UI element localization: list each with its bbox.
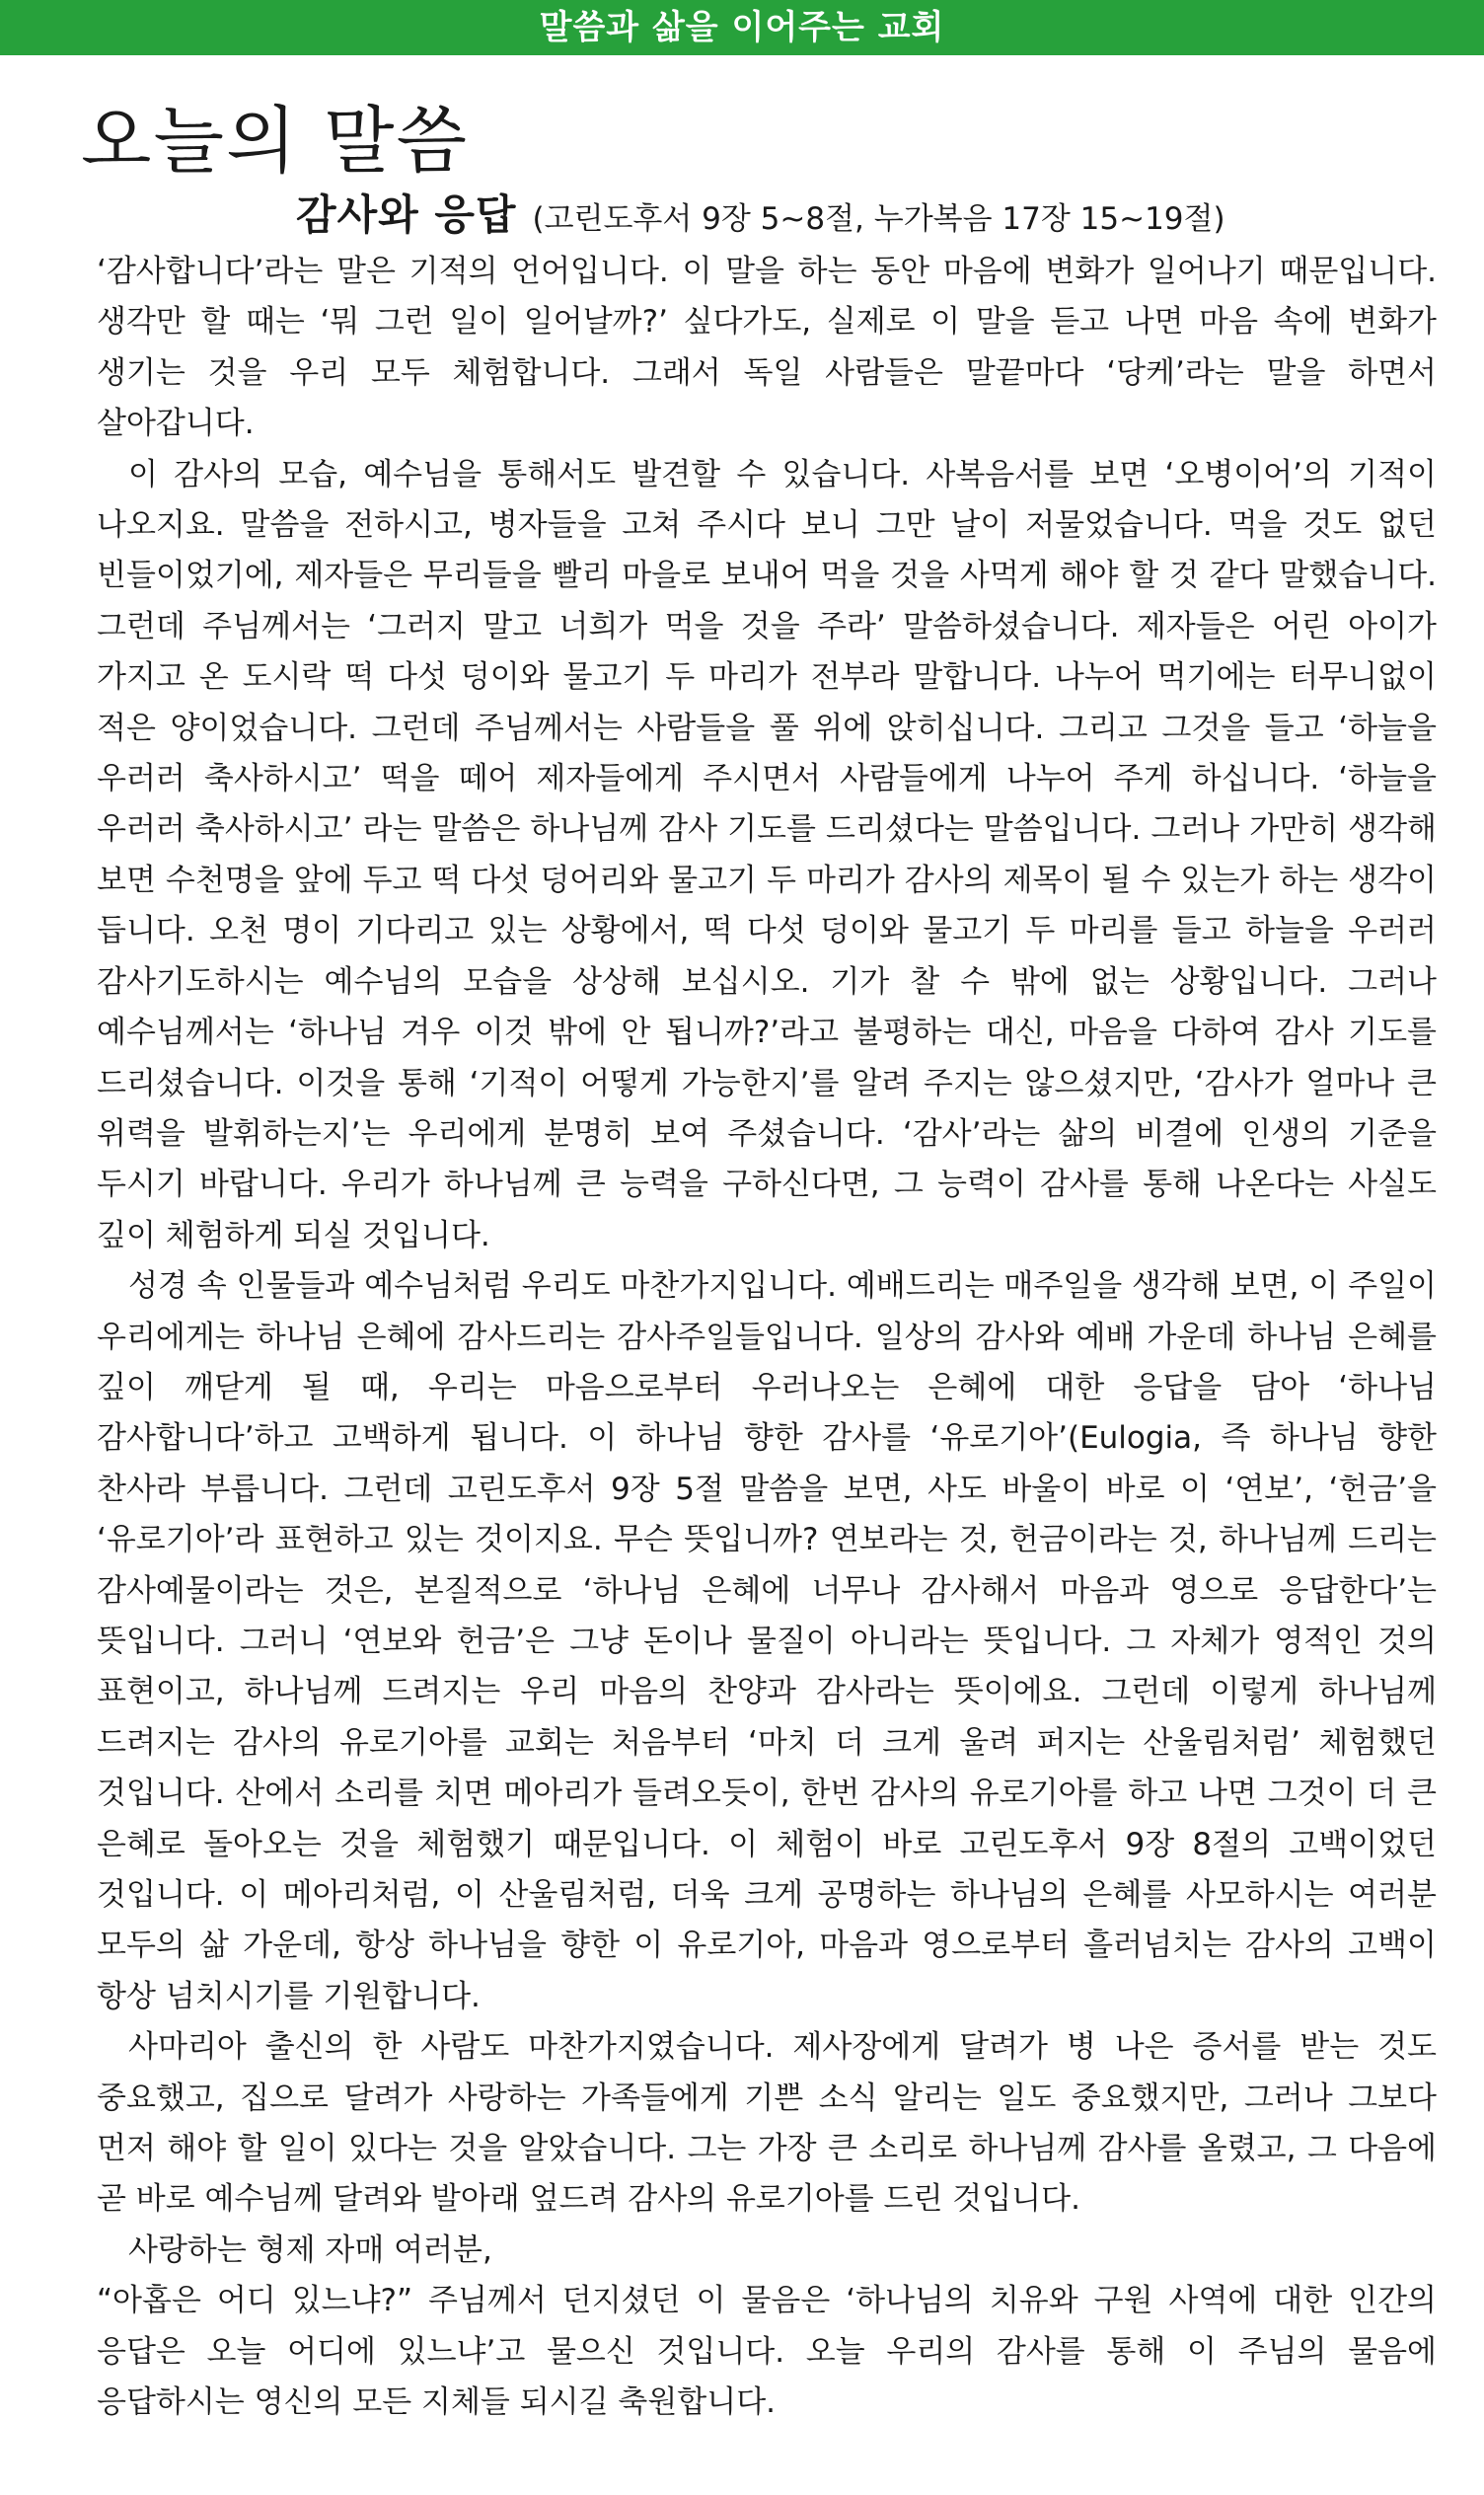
church-slogan: 말씀과 삶을 이어주는 교회 (539, 8, 945, 47)
page-title: 오늘의 말씀 (81, 99, 469, 184)
sermon-paragraph-6: “아홉은 어디 있느냐?” 주님께서 던지셨던 이 물음은 ‘하나님의 치유와 구원 사역에 대한 인간의 응답은 오늘 어디에 있느냐’고 물으신 것입니다. 오늘 우리의 감사를 통해 이 주님의 물음에 응답하시는 영신의 모든 지체들 되시길 축원합니다. (97, 2283, 1437, 2421)
sermon-paragraph-2: 이 감사의 모습, 예수님을 통해서도 발견할 수 있습니다. 사복음서를 보면 ‘오병이어’의 기적이 나오지요. 말씀을 전하시고, 병자들을 고쳐 주시다 보니 그만 날이 저물었습니다. 먹을 것도 없던 빈들이었기에, 제자들은 무리들을 빨리 마을로 보내어 먹을 것을 사먹게 해야 할 것 같다 말했습니다. 그런데 주님께서는 ‘그러지 말고 너희가 먹을 것을 주라’ 말씀하셨습니다. 제자들은 어린 아이가 가지고 온 도시락 떡 다섯 덩이와 물고기 두 마리가 전부라 말합니다. 나누어 먹기에는 터무니없이 적은 양이었습니다. 그런데 주님께서는 사람들을 풀 위에 앉히십니다. 그리고 그것을 들고 ‘하늘을 우러러 축사하시고’ 떡을 떼어 제자들에게 주시면서 사람들에게 나누어 주게 하십니다. ‘하늘을 우러러 축사하시고’ 라는 말씀은 하나님께 감사 기도를 드리셨다는 말씀입니다. 그러나 가만히 생각해 보면 수천명을 앞에 두고 떡 다섯 덩어리와 물고기 두 마리가 감사의 제목이 될 수 있는가 하는 생각이 듭니다. 오천 명이 기다리고 있는 상황에서, 떡 다섯 덩이와 물고기 두 마리를 들고 하늘을 우러러 감사기도하시는 예수님의 모습을 상상해 보십시오. 기가 찰 수 밖에 없는 상황입니다. 그러나 예수님께서는 ‘하나님 겨우 이것 밖에 안 됩니까?’라고 불평하는 대신, 마음을 다하여 감사 기도를 드리셨습니다. 이것을 통해 ‘기적이 어떻게 가능한지’를 알려 주지는 않으셨지만, ‘감사가 얼마나 큰 위력을 발휘하는지’는 우리에게 분명히 보여 주셨습니다. ‘감사’라는 삶의 비결에 인생의 기준을 두시기 바랍니다. 우리가 하나님께 큰 능력을 구하신다면, 그 능력이 감사를 통해 나온다는 사실도 깊이 체험하게 되실 것입니다. (97, 456, 1437, 1253)
sermon-paragraph-1: ‘감사합니다’라는 말은 기적의 언어입니다. 이 말을 하는 동안 마음에 변화가 일어나기 때문입니다. 생각만 할 때는 ‘뭐 그런 일이 일어날까?’ 싶다가도, 실제로 이 말을 듣고 나면 마음 속에 변화가 생기는 것을 우리 모두 체험합니다. 그래서 독일 사람들은 말끝마다 ‘당케’라는 말을 하면서 살아갑니다. (97, 254, 1437, 442)
sermon-paragraph-4: 사마리아 출신의 한 사람도 마찬가지였습니다. 제사장에게 달려가 병 나은 증서를 받는 것도 중요했고, 집으로 달려가 사랑하는 가족들에게 기쁜 소식 알리는 일도 중요했지만, 그러나 그보다 먼저 해야 할 일이 있다는 것을 알았습니다. 그는 가장 큰 소리로 하나님께 감사를 올렸고, 그 다음에 곧 바로 예수님께 달려와 발아래 엎드려 감사의 유로기아를 드린 것입니다. (97, 2029, 1437, 2218)
sermon-title: 감사와 응답 (296, 190, 517, 239)
scripture-reference: (고린도후서 9장 5~8절, 누가복음 17장 15~19절) (532, 201, 1225, 237)
sermon-body (97, 247, 1437, 2428)
sermon-heading (296, 188, 1431, 252)
church-banner (0, 0, 1484, 55)
sermon-paragraph-3: 성경 속 인물들과 예수님처럼 우리도 마찬가지입니다. 예배드리는 매주일을 생각해 보면, 이 주일이 우리에게는 하나님 은혜에 감사드리는 감사주일들입니다. 일상의 감사와 예배 가운데 하나님 은혜를 깊이 깨닫게 될 때, 우리는 마음으로부터 우러나오는 은혜에 대한 응답을 담아 ‘하나님 감사합니다’하고 고백하게 됩니다. 이 하나님 향한 감사를 ‘유로기아’(Eulogia, 즉 하나님 향한 찬사라 부릅니다. 그런데 고린도후서 9장 5절 말씀을 보면, 사도 바울이 바로 이 ‘연보’, ‘헌금’을 ‘유로기아’라 표현하고 있는 것이지요. 무슨 뜻입니까? 연보라는 것, 헌금이라는 것, 하나님께 드리는 감사예물이라는 것은, 본질적으로 ‘하나님 은혜에 너무나 감사해서 마음과 영으로 응답한다’는 뜻입니다. 그러니 ‘연보와 헌금’은 그냥 돈이나 물질이 아니라는 뜻입니다. 그 자체가 영적인 것의 표현이고, 하나님께 드려지는 우리 마음의 찬양과 감사라는 뜻이에요. 그런데 이렇게 하나님께 드려지는 감사의 유로기아를 교회는 처음부터 ‘마치 더 크게 울려 퍼지는 산울림처럼’ 체험했던 것입니다. 산에서 소리를 치면 메아리가 들려오듯이, 한번 감사의 유로기아를 하고 나면 그것이 더 큰 은혜로 돌아오는 것을 체험했기 때문입니다. 이 체험이 바로 고린도후서 9장 8절의 고백이었던 것입니다. 이 메아리처럼, 이 산울림처럼, 더욱 크게 공명하는 하나님의 은혜를 사모하시는 여러분 모두의 삶 가운데, 항상 하나님을 향한 이 유로기아, 마음과 영으로부터 흘러넘치는 감사의 고백이 항상 넘치시기를 기원합니다. (97, 1268, 1437, 2014)
sermon-paragraph-5: 사랑하는 형제 자매 여러분, (128, 2231, 492, 2268)
